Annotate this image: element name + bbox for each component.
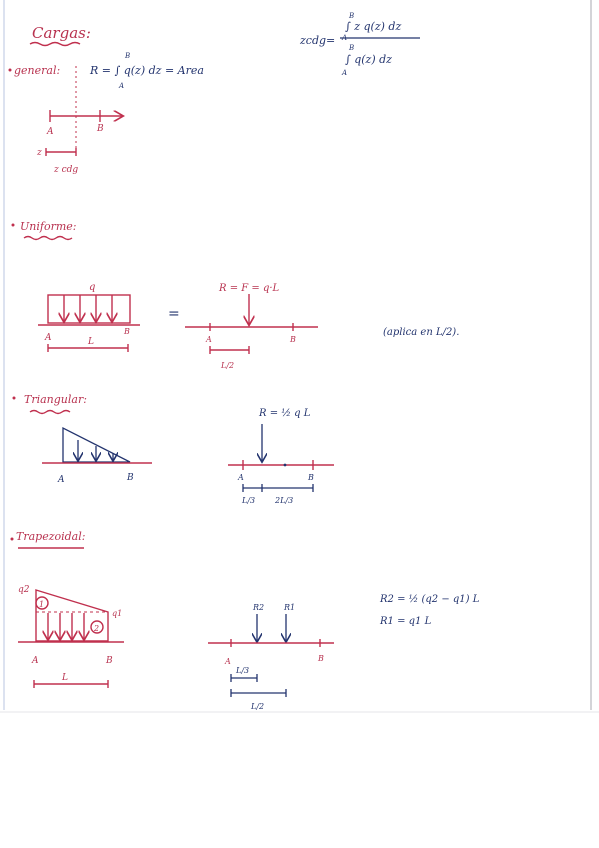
trapezoidal-span-label: L <box>62 673 68 683</box>
uniform-label: Uniforme: <box>20 220 77 233</box>
uniform-equals: = <box>168 306 180 322</box>
trapezoidal-point-a: A <box>32 656 39 666</box>
trapezoidal-region-2: 2 <box>94 624 100 633</box>
trapezoidal-r2-label: R2 <box>253 603 265 612</box>
triangular-two-thirds-label: 2L/3 <box>275 496 294 505</box>
triangular-label: Triangular: <box>24 393 87 406</box>
bullet-uniform <box>12 224 15 227</box>
uniform-note: (aplica en L/2). <box>383 327 460 338</box>
title-underline <box>30 43 80 46</box>
triangular-point-a: A <box>58 475 65 485</box>
trapezoidal-third-label: L/3 <box>236 666 250 675</box>
integral-limit-bottom: A <box>119 82 125 90</box>
uniform-underline <box>24 237 72 240</box>
trapezoidal-region-1: 1 <box>39 600 45 609</box>
centroid-numerator: ∫ z q(z) dz <box>345 20 402 33</box>
uniform-point-b: B <box>124 327 130 336</box>
uniform-point-a: A <box>45 333 52 343</box>
triangular-resultant: R = ½ q L <box>259 408 311 419</box>
trapezoidal-r1-label: R1 <box>284 603 296 612</box>
triangular-equiv-point-a: A <box>238 473 244 482</box>
triangular-centroid-dot <box>284 464 287 467</box>
general-point-b: B <box>97 124 104 134</box>
trapezoidal-point-b: B <box>106 656 113 666</box>
page-title: Cargas: <box>32 24 91 42</box>
resultant-formula: R = ∫ q(z) dz = Area <box>90 64 204 77</box>
bullet-general <box>9 69 12 72</box>
centroid-den-lim-bottom: A <box>342 69 348 77</box>
uniform-equiv-point-a: A <box>206 335 212 344</box>
general-point-a: A <box>47 127 54 137</box>
centroid-lhs: zcdg= <box>300 34 336 47</box>
uniform-resultant: R = F = q·L <box>219 283 280 294</box>
uniform-half-span-label: L/2 <box>221 361 235 370</box>
centroid-denominator: ∫ q(z) dz <box>345 53 392 66</box>
trapezoidal-equiv-point-a: A <box>225 657 231 666</box>
centroid-num-lim-top: B <box>349 12 355 20</box>
centroid-den-lim-top: B <box>349 44 355 52</box>
trapezoidal-label: Trapezoidal: <box>16 530 86 543</box>
uniform-load-q: q <box>89 282 96 293</box>
centroid-num-lim-bottom: A <box>342 34 348 42</box>
bullet-trapezoidal <box>11 538 14 541</box>
triangular-equiv-point-b: B <box>308 473 314 482</box>
bullet-triangular <box>13 397 16 400</box>
integral-limit-top: B <box>125 52 131 60</box>
triangular-point-b: B <box>127 473 134 483</box>
triangular-third-label: L/3 <box>242 496 256 505</box>
trapezoidal-equiv-point-b: B <box>318 654 324 663</box>
triangular-underline <box>30 411 70 414</box>
uniform-load-block <box>48 295 130 323</box>
trapezoidal-q-left: q2 <box>18 585 30 595</box>
trapezoidal-eq-r1: R1 = q1 L <box>380 616 432 627</box>
uniform-span-label: L <box>88 337 94 347</box>
general-label: general: <box>14 64 61 77</box>
trapezoidal-eq-r2: R2 = ½ (q2 − q1) L <box>380 594 480 605</box>
trapezoidal-q-right: q1 <box>112 609 123 618</box>
zcdg-label: z cdg <box>54 165 79 175</box>
z-axis-label: z <box>37 148 42 158</box>
uniform-equiv-point-b: B <box>290 335 296 344</box>
trapezoidal-half-label: L/2 <box>251 702 265 711</box>
